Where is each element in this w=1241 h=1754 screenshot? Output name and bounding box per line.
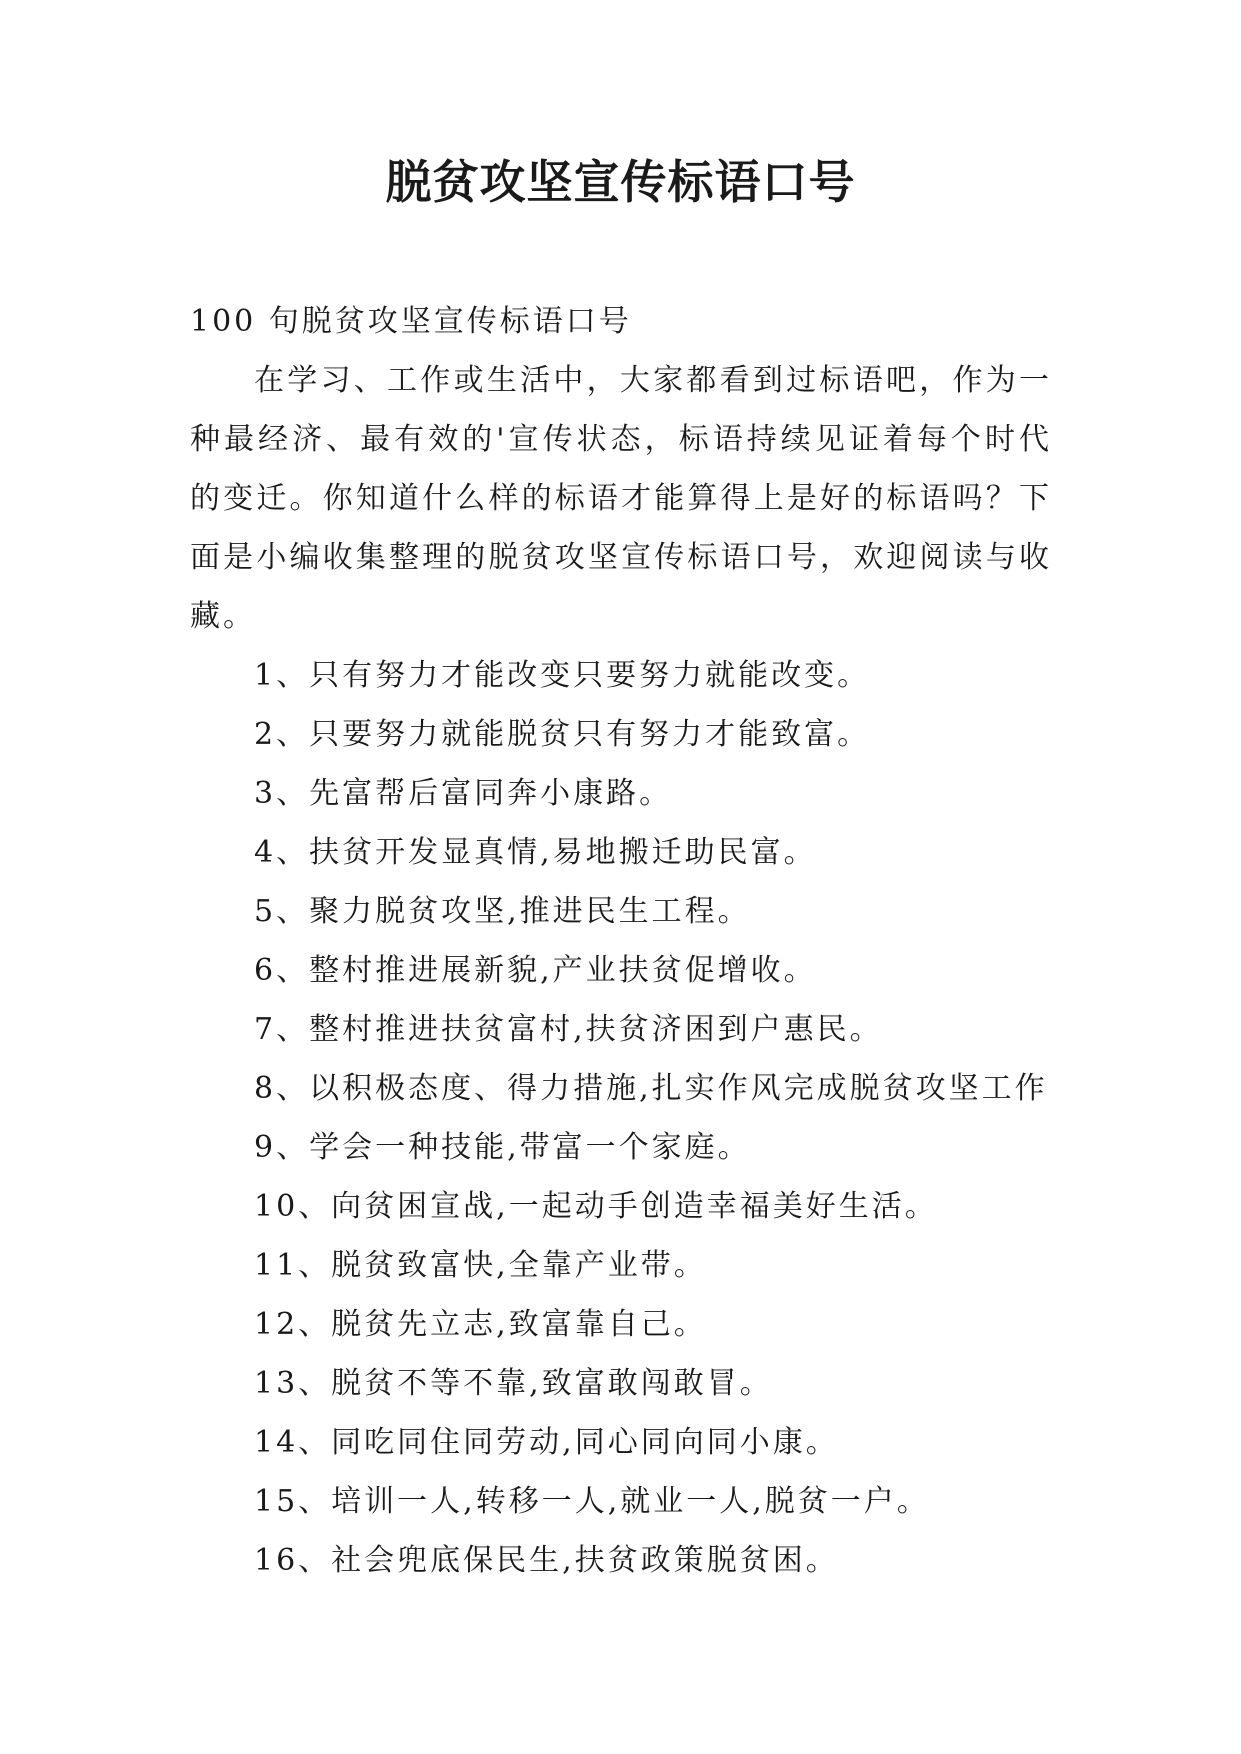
slogan-item: 7、整村推进扶贫富村,扶贫济困到户惠民。: [254, 1012, 883, 1047]
slogan-item: 5、聚力脱贫攻坚,推进民生工程。: [254, 894, 751, 929]
slogan-item: 13、脱贫不等不靠,致富敢闯敢冒。: [254, 1366, 773, 1401]
slogan-item: 2、只要努力就能脱贫只有努力才能致富。: [254, 717, 871, 752]
slogan-item: 16、社会兜底保民生,扶贫政策脱贫困。: [254, 1543, 839, 1578]
slogan-item: 15、培训一人,转移一人,就业一人,脱贫一户。: [254, 1484, 930, 1519]
slogan-item: 9、学会一种技能,带富一个家庭。: [254, 1130, 751, 1165]
slogan-item: 4、扶贫开发显真情,易地搬迁助民富。: [254, 835, 817, 870]
slogan-item: 8、以积极态度、得力措施,扎实作风完成脱贫攻坚工作: [254, 1071, 1048, 1106]
slogan-item: 3、先富帮后富同奔小康路。: [254, 776, 673, 811]
intro-paragraph: 在学习、工作或生活中，大家都看到过标语吧，作为一种最经济、最有效的'宣传状态，标语持续见证着每个时代的变迁。你知道什么样的标语才能算得上是好的标语吗？下面是小编收集整理的脱贫攻坚宣传标语口号，欢迎阅读与收藏。: [190, 363, 1052, 634]
document-title: 脱贫攻坚宣传标语口号: [385, 155, 856, 209]
slogan-item: 14、同吃同住同劳动,同心同向同小康。: [254, 1425, 839, 1460]
slogan-list: [190, 646, 1052, 1590]
document-body: [190, 292, 1052, 1590]
slogan-item: 6、整村推进展新貌,产业扶贫促增收。: [254, 953, 817, 988]
slogan-item: 11、脱贫致富快,全靠产业带。: [254, 1248, 707, 1283]
slogan-item: 10、向贫困宣战,一起动手创造幸福美好生活。: [254, 1189, 938, 1224]
slogan-item: 1、只有努力才能改变只要努力就能改变。: [254, 658, 871, 693]
slogan-item: 12、脱贫先立志,致富靠自己。: [254, 1307, 707, 1342]
document-subtitle: 100 句脱贫攻坚宣传标语口号: [190, 304, 632, 339]
